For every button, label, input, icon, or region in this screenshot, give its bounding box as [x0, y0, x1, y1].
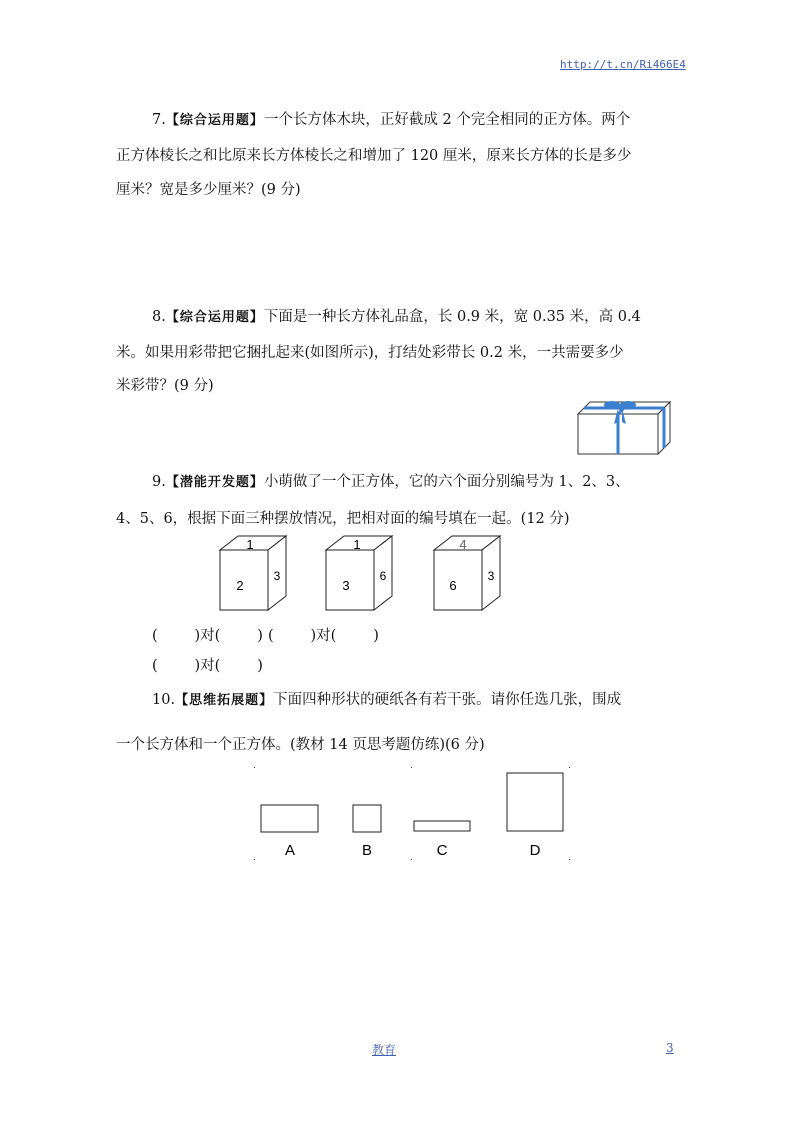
q7-text1: 一个长方体木块，正好截成 2 个完全相同的正方体。两个	[263, 112, 631, 128]
shape-d-label: D	[529, 842, 541, 859]
cube-2	[326, 536, 392, 610]
q10-line1	[152, 688, 621, 709]
cube-1	[220, 536, 286, 610]
q8-line1	[152, 305, 641, 326]
q7-line2: 正方体棱长之和比原来长方体棱长之和增加了 120 厘米，原来长方体的长是多少	[116, 148, 632, 164]
q9-line2: 4、5、6，根据下面三种摆放情况，把相对面的编号填在一起。(12 分)	[116, 511, 570, 527]
shape-b	[353, 805, 381, 832]
q10-number: 10.	[152, 692, 176, 708]
shape-a-label: A	[284, 842, 296, 859]
q9-tag: 【潜能开发题】	[165, 475, 264, 490]
cube-3-top-label: 4	[459, 537, 467, 552]
q9-line1	[152, 470, 630, 491]
q7-number: 7.	[152, 112, 166, 128]
q7-tag: 【综合运用题】	[165, 113, 264, 128]
cube-1-top-label: 1	[246, 537, 254, 552]
q8-line3: 米彩带？(9 分)	[116, 378, 214, 394]
paper-shapes-figure	[250, 765, 580, 865]
q9-answer-blank-3[interactable]: ( )对( )	[152, 658, 263, 674]
cube-1-front-label: 2	[236, 578, 244, 593]
q9-number: 9.	[152, 474, 166, 490]
cube-1-side-label: 3	[273, 569, 281, 583]
shape-c	[414, 821, 470, 831]
q10-text1: 下面四种形状的硬纸各有若干张。请你任选几张，围成	[273, 692, 622, 708]
page-number: 3	[666, 1041, 674, 1055]
shape-c-label: C	[436, 842, 448, 859]
cubes-figure	[210, 530, 510, 620]
q9-answer-blank-1[interactable]: ( )对( )	[152, 628, 263, 644]
shape-b-label: B	[361, 842, 373, 859]
q9-text1: 小萌做了一个正方体，它的六个面分别编号为 1、2、3、	[263, 474, 630, 490]
q9-answer-blank-2[interactable]: ( )对( )	[268, 628, 379, 644]
cube-2-front-label: 3	[342, 578, 350, 593]
cube-3-front-label: 6	[449, 578, 457, 593]
q8-line2: 米。如果用彩带把它捆扎起来(如图所示)，打结处彩带长 0.2 米，一共需要多少	[116, 345, 624, 361]
gift-box-figure	[574, 398, 674, 458]
header-url-link[interactable]: http://t.cn/Ri466E4	[560, 58, 686, 71]
cube-2-side-label: 6	[379, 569, 387, 583]
q8-text1: 下面是一种长方体礼品盒，长 0.9 米，宽 0.35 米，高 0.4	[263, 309, 641, 325]
cube-3-side-label: 3	[487, 569, 495, 583]
q10-tag: 【思维拓展题】	[175, 693, 274, 708]
q7-line3: 厘米？宽是多少厘米？(9 分)	[116, 182, 301, 198]
q7-line1	[152, 108, 630, 129]
cube-3	[434, 536, 500, 610]
q10-line2: 一个长方体和一个正方体。(教材 14 页思考题仿练)(6 分)	[116, 737, 485, 753]
q8-tag: 【综合运用题】	[165, 310, 264, 325]
q8-number: 8.	[152, 309, 166, 325]
cube-2-top-label: 1	[353, 537, 361, 552]
shape-a	[261, 805, 318, 832]
shape-d	[507, 773, 563, 831]
footer-link[interactable]: 教育	[372, 1043, 397, 1057]
